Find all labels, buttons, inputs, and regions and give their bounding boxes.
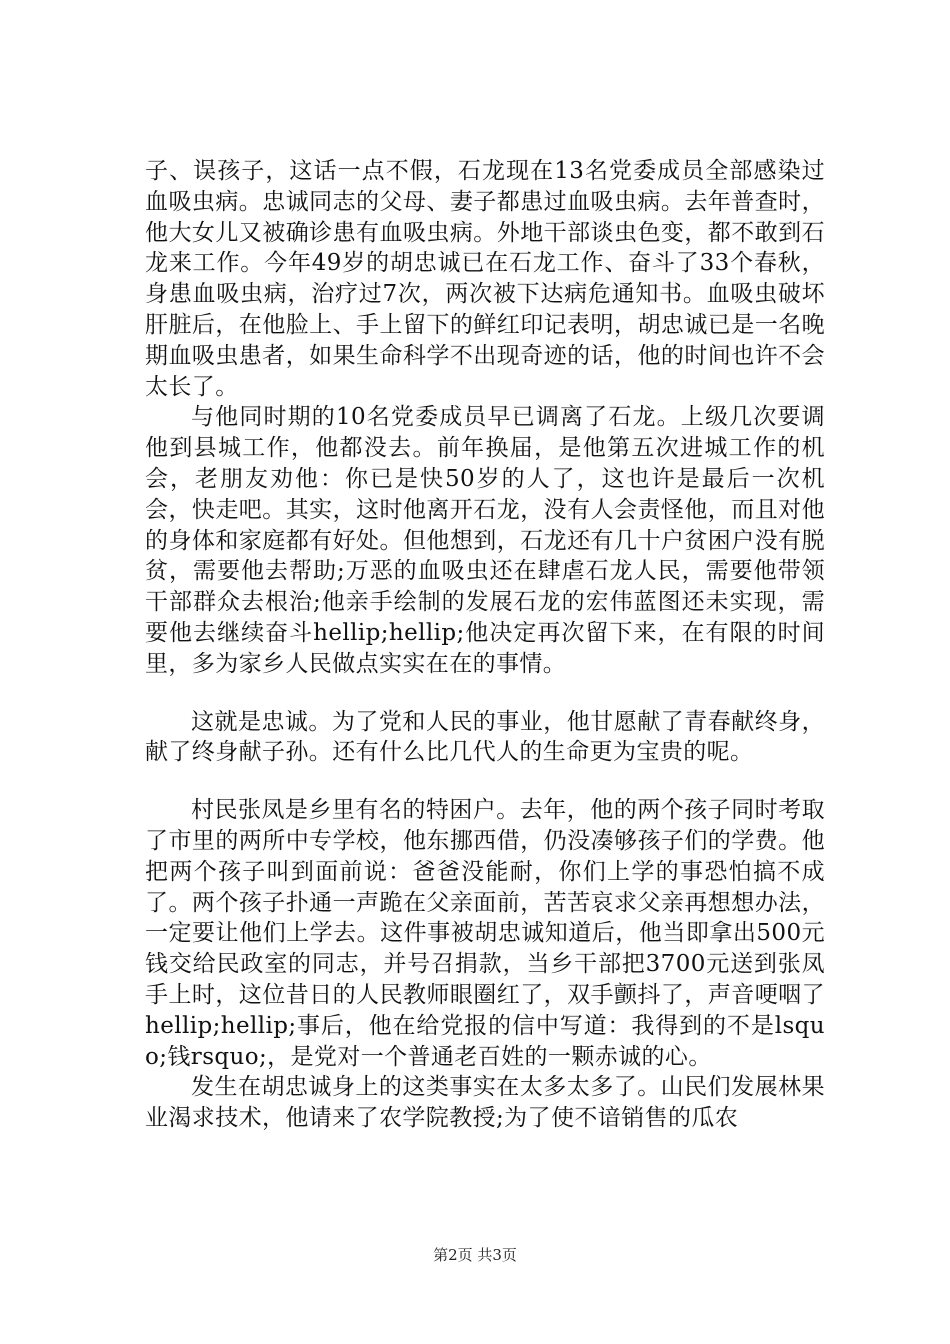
paragraph-5: 发生在胡忠诚身上的这类事实在太多太多了。山民们发展林果业渴求技术，他请来了农学院教授;为了使不谙销售的瓜农 bbox=[145, 1074, 825, 1132]
body-text bbox=[145, 156, 825, 1134]
paragraph-1: 子、误孩子，这话一点不假，石龙现在13名党委成员全部感染过血吸虫病。忠诚同志的父母、妻子都患过血吸虫病。去年普查时，他大女儿又被确诊患有血吸虫病。外地干部谈虫色变，都不敢到石龙来工作。今年49岁的胡忠诚已在石龙工作、奋斗了33个春秋，身患血吸虫病，治疗过7次，两次被下达病危通知书。血吸虫破坏肝脏后，在他脸上、手上留下的鲜红印记表明，胡忠诚已是一名晚期血吸虫患者，如果生命科学不出现奇迹的话，他的时间也许不会太长了。 bbox=[145, 158, 825, 400]
paragraph-3: 这就是忠诚。为了党和人民的事业，他甘愿献了青春献终身，献了终身献子孙。还有什么比几代人的生命更为宝贵的呢。 bbox=[145, 708, 825, 766]
page-number-footer: 第2页 共3页 bbox=[433, 1246, 517, 1264]
paragraph-4: 村民张凤是乡里有名的特困户。去年，他的两个孩子同时考取了市里的两所中专学校，他东挪西借，仍没凑够孩子们的学费。他把两个孩子叫到面前说：爸爸没能耐，你们上学的事恐怕搞不成了。两个孩子扑通一声跪在父亲面前，苦苦哀求父亲再想想办法，一定要让他们上学去。这件事被胡忠诚知道后，他当即拿出500元钱交给民政室的同志，并号召捐款，当乡干部把3700元送到张凤手上时，这位昔日的人民教师眼圈红了，双手颤抖了，声音哽咽了hellip;hellip;事后，他在给党报的信中写道：我得到的不是lsquo;钱rsquo;，是党对一个普通老百姓的一颗赤诚的心。 bbox=[145, 797, 825, 1070]
paragraph-2: 与他同时期的10名党委成员早已调离了石龙。上级几次要调他到县城工作，他都没去。前年换届，是他第五次进城工作的机会，老朋友劝他：你已是快50岁的人了，这也许是最后一次机会，快走吧。其实，这时他离开石龙，没有人会责怪他，而且对他的身体和家庭都有好处。但他想到，石龙还有几十户贫困户没有脱贫，需要他去帮助;万恶的血吸虫还在肆虐石龙人民，需要他带领干部群众去根治;他亲手绘制的发展石龙的宏伟蓝图还未实现，需要他去继续奋斗hellip;hellip;他决定再次留下来，在有限的时间里，多为家乡人民做点实实在在的事情。 bbox=[145, 404, 825, 677]
